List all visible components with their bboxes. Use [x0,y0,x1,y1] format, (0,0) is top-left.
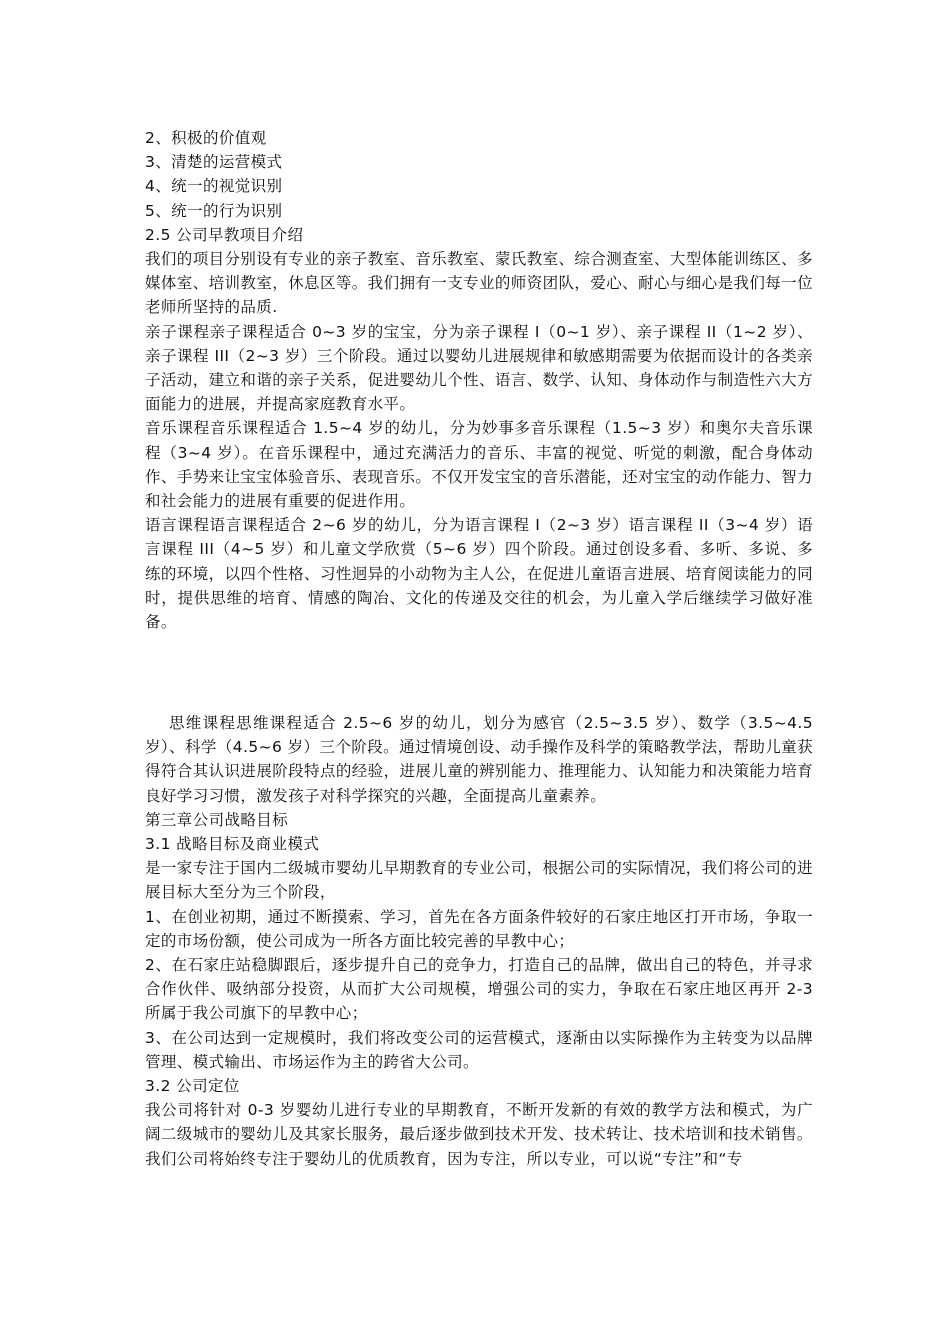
list-item-value: 2、积极的价值观 [145,129,267,147]
text-section-bottom [145,711,813,1171]
paragraph-thinking-course: 思维课程思维课程适合 2.5~6 岁的幼儿，划分为感官（2.5~3.5 岁）、数学（3.5~4.5 岁）、科学（4.5~6 岁）三个阶段。通过情境创设、动手操作及科学的策略教学法，帮助儿童获得符合其认识进展阶段特点的经验，进展儿童的辨别能力、推理能力、认知能力和决策能力培育良好学习习惯，激发孩子对科学探究的兴趣，全面提高儿童素养。 [145,714,813,805]
list-item-visual-identity: 4、统一的视觉识别 [145,177,283,196]
paragraph-company-intro: 是一家专注于国内二级城市婴幼儿早期教育的专业公司，根据公司的实际情况，我们将公司的进展目标大至分为三个阶段， [145,859,813,902]
text-section-top [145,126,813,634]
paragraph-music-course: 音乐课程音乐课程适合 1.5~4 岁的幼儿，分为妙事多音乐课程（1.5~3 岁）和奥尔夫音乐课程（3~4 岁）。在音乐课程中，通过充满活力的音乐、丰富的视觉、听觉的刺激，配合身体动作、手势来让宝宝体验音乐、表现音乐。不仅开发宝宝的音乐潜能，还对宝宝的动作能力、智力和社会能力的进展有重要的促进作用。 [145,419,813,511]
chapter-heading-3: 第三章公司战略目标 [145,810,289,829]
section-heading-2-5: 2.5 公司早教项目介绍 [145,225,304,244]
paragraph-focus: 我们公司将始终专注于婴幼儿的优质教育，因为专注，所以专业，可以说“专注”和“专 [145,1149,743,1168]
section-heading-3-1: 3.1 战略目标及商业模式 [145,835,320,854]
list-item-behavior-identity: 5、统一的行为识别 [145,201,283,220]
paragraph-parent-child-course: 亲子课程亲子课程适合 0~3 岁的宝宝，分为亲子课程 I（0~1 岁）、亲子课程 II（1~2 岁）、亲子课程 III（2~3 岁）三个阶段。通过以婴幼儿进展规律和敏感期需要为依据而设计的各类亲子活动，建立和谐的亲子关系，促进婴幼儿个性、语言、数学、认知、身体动作与制造性六大方面能力的进展，并提高家庭教育水平。 [145,322,813,414]
paragraph-language-course: 语言课程语言课程适合 2~6 岁的幼儿，分为语言课程 I（2~3 岁）语言课程 II（3~4 岁）语言课程 III（4~5 岁）和儿童文学欣赏（5~6 岁）四个阶段。通过创设多看、多听、多说、多练的环境，以四个性格、习性迥异的小动物为主人公，在促进儿童语言进展、培育阅读能力的同时，提供思维的培育、情感的陶冶、文化的传递及交往的机会，为儿童入学后继续学习做好准备。 [145,516,813,632]
paragraph-stage-3: 3、在公司达到一定规模时，我们将改变公司的运营模式，逐渐由以实际操作为主转变为以品牌管理、模式输出、市场运作为主的跨省大公司。 [145,1028,813,1071]
paragraph-positioning: 我公司将针对 0-3 岁婴幼儿进行专业的早期教育，不断开发新的有效的教学方法和模式，为广阔二级城市的婴幼儿及其家长服务，最后逐步做到技术开发、技术转让、技术培训和技术销售。 [145,1101,813,1144]
paragraph-stage-1: 1、在创业初期，通过不断摸索、学习，首先在各方面条件较好的石家庄地区打开市场，争取一定的市场份额，使公司成为一所各方面比较完善的早教中心； [145,907,813,950]
list-item-operation-mode: 3、清楚的运营模式 [145,153,283,172]
paragraph-facilities: 我们的项目分别设有专业的亲子教室、音乐教室、蒙氏教室、综合测查室、大型体能训练区、多媒体室、培训教室，休息区等。我们拥有一支专业的师资团队，爱心、耐心与细心是我们每一位老师所坚持的品质. [145,250,813,317]
paragraph-stage-2: 2、在石家庄站稳脚跟后，逐步提升自己的竞争力，打造自己的品牌，做出自己的特色，并寻求合作伙伴、吸纳部分投资，从而扩大公司规模，增强公司的实力，争取在石家庄地区再开 2-3 所属于我公司旗下的早教中心； [145,956,813,1023]
section-heading-3-2: 3.2 公司定位 [145,1077,240,1096]
